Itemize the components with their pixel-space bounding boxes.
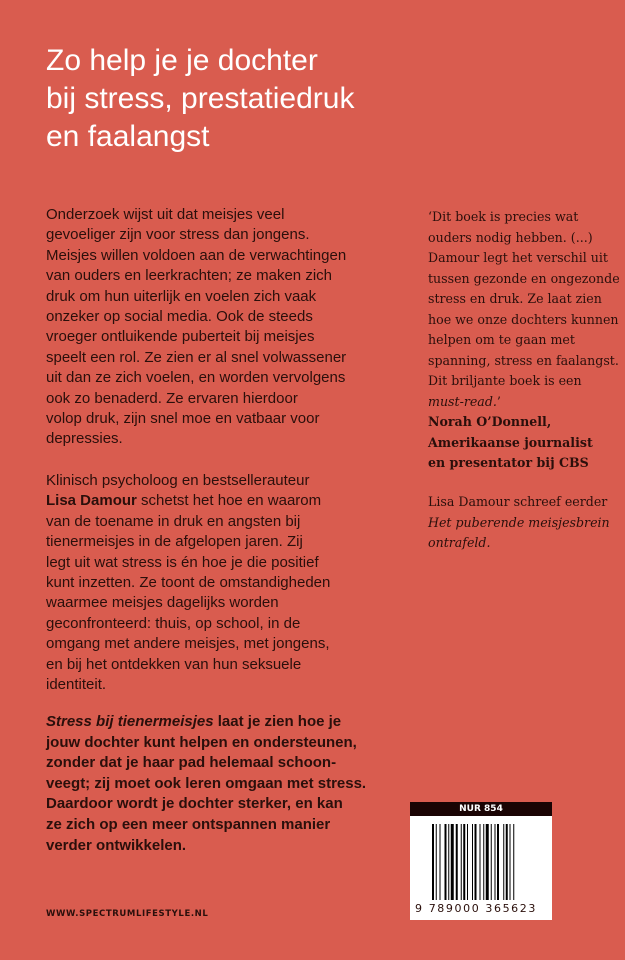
text-line (428, 207, 608, 228)
isbn-number: 9 789000 365623 (415, 902, 547, 916)
text-segment: druk om hun uiterlijk en voelen zich vaak (46, 287, 317, 305)
text-line (46, 225, 386, 245)
text-segment: Amerikaanse journalist (428, 434, 593, 450)
text-line (428, 310, 619, 331)
barcode-bar (467, 824, 468, 900)
text-line (428, 533, 608, 554)
barcode-bar (506, 824, 508, 900)
text-line (46, 512, 386, 532)
text-line (46, 634, 386, 654)
barcode-bar (432, 824, 434, 900)
barcode-bar (436, 824, 437, 900)
headline-line: Zo help je je dochter (46, 44, 318, 77)
text-line (46, 429, 386, 449)
text-line (46, 553, 386, 573)
text-line (46, 307, 386, 327)
text-segment: depressies. (46, 430, 123, 448)
text-segment: geconfronteerd: thuis, op school, in de (46, 614, 301, 632)
barcode-bar (451, 824, 454, 900)
text-segment: ’ (496, 393, 501, 409)
text-segment: spanning, stress en faalangst. (428, 352, 619, 368)
text-segment: legt uit wat stress is én hoe je die positief (46, 553, 319, 571)
barcode-bar (480, 824, 481, 900)
text-segment: Lisa Damour (46, 492, 137, 510)
text-line (46, 753, 386, 774)
text-segment: van ouders en leerkrachten; ze maken zich (46, 267, 332, 285)
barcode-bar (472, 824, 473, 900)
barcode-bar (510, 824, 511, 900)
text-segment: tienermeisjes in de afgelopen jaren. Zij (46, 533, 303, 551)
text-segment: Daardoor wordt je dochter sterker, en kan (46, 795, 343, 813)
text-segment: Meisjes willen voldoen aan de verwachtingen (46, 246, 347, 264)
text-line (46, 794, 386, 815)
text-line (46, 327, 386, 347)
blurb-paragraph-2 (46, 471, 386, 695)
text-segment: schetst het hoe en waarom (136, 492, 322, 510)
barcode-bars (432, 824, 546, 900)
text-segment: gevoeliger zijn voor stress dan jongens. (46, 226, 310, 244)
text-segment: Lisa Damour schreef eerder (428, 494, 608, 509)
text-segment: helpen om te gaan met (428, 332, 575, 347)
text-line (46, 389, 386, 409)
text-line (46, 471, 386, 491)
barcode-bar (448, 824, 449, 900)
text-segment: tussen gezonde en ongezonde (428, 270, 620, 286)
barcode-bar (456, 824, 458, 900)
text-segment: laat je zien hoe je (213, 713, 342, 730)
text-line (46, 712, 386, 733)
barcode-bar (495, 824, 496, 900)
text-segment: zonder dat je haar pad helemaal schoon- (46, 754, 337, 772)
text-line (46, 532, 386, 552)
text-segment: ook zo benaderd. Ze ervaren hierdoor (46, 389, 298, 407)
text-segment: vroeger ontluikende puberteit bij meisjes (46, 328, 315, 346)
text-line (46, 774, 386, 795)
text-segment: onzeker op social media. Ook de steeds (46, 308, 313, 326)
other-books-note (428, 492, 608, 554)
text-line (46, 815, 386, 836)
text-segment: jouw dochter kunt helpen en ondersteunen, (46, 733, 357, 751)
barcode-bar (461, 824, 462, 900)
text-line (46, 287, 386, 307)
text-segment: stress en druk. Ze laat zien (428, 291, 602, 306)
barcode-bar (463, 824, 465, 900)
text-segment: Het puberende meisjesbrein (428, 514, 610, 530)
text-segment: uit dan ze zich voelen, en worden vervolgens (46, 369, 346, 387)
text-line (428, 371, 608, 392)
blurb-paragraph-1 (46, 205, 386, 450)
text-segment: Onderzoek wijst uit dat meisjes veel (46, 206, 285, 223)
text-line (428, 392, 608, 413)
text-line (428, 453, 608, 474)
text-segment: ouders nodig hebben. (...) (428, 229, 593, 245)
barcode-bar (445, 824, 447, 900)
barcode-bar (483, 824, 484, 900)
text-segment: omgang met andere meisjes, met jongens, (46, 635, 330, 653)
text-line (428, 330, 608, 351)
text-line (428, 269, 620, 290)
text-segment: veegt; zij moet ook leren omgaan met stress. (46, 774, 367, 792)
text-line (428, 412, 608, 433)
text-segment: must-read. (428, 393, 497, 409)
barcode-bar (475, 824, 477, 900)
text-line (46, 733, 386, 754)
text-segment: verder ontwikkelen. (46, 836, 187, 854)
text-line (428, 492, 608, 513)
text-line (428, 513, 608, 534)
text-segment: speelt een rol. Ze zien er al snel volwassener (46, 348, 347, 366)
blurb-paragraph-3 (46, 712, 386, 856)
text-segment: volop druk, zijn snel moe en vatbaar voor (46, 410, 320, 428)
barcode-bar (513, 824, 514, 900)
text-line (46, 491, 386, 511)
text-segment: Dit briljante boek is een (428, 373, 582, 388)
text-segment: Damour legt het verschil uit (428, 250, 608, 265)
text-line (46, 205, 386, 225)
nur-code: NUR 854 (410, 802, 552, 816)
barcode-bar (486, 824, 489, 900)
text-line (46, 573, 386, 593)
text-segment: van de toename in druk en angsten bij (46, 512, 301, 530)
text-segment: ze zich op een meer ontspannen manier (46, 815, 331, 833)
headline (46, 42, 354, 156)
headline-line: bij stress, prestatiedruk (46, 82, 355, 115)
text-segment: Stress bij tienermeisjes (46, 713, 214, 730)
review-quote (428, 207, 620, 474)
text-line (46, 368, 386, 388)
text-segment: identiteit. (46, 676, 107, 694)
barcode-bar (440, 824, 441, 900)
barcode-bar (491, 824, 492, 900)
text-segment: ontrafeld. (428, 535, 491, 550)
text-line (428, 228, 608, 249)
text-line (428, 351, 619, 372)
text-line (46, 655, 386, 675)
text-line (46, 266, 386, 286)
text-segment: ‘Dit boek is precies wat (428, 209, 579, 224)
barcode-bar (497, 824, 499, 900)
text-line (428, 433, 608, 454)
text-line (46, 675, 386, 695)
text-line (46, 593, 386, 613)
text-segment: hoe we onze dochters kunnen (428, 311, 619, 327)
text-line (46, 614, 386, 634)
text-line (428, 289, 608, 310)
text-segment: Norah O’Donnell, (428, 414, 552, 429)
text-segment: en presentator bij CBS (428, 455, 589, 470)
text-line (46, 836, 386, 857)
text-segment: Klinisch psycholoog en bestsellerauteur (46, 472, 310, 489)
text-line (46, 409, 386, 429)
text-line (46, 348, 386, 368)
text-line (428, 248, 608, 269)
barcode-bar (503, 824, 504, 900)
text-line (46, 246, 386, 266)
headline-line: en faalangst (46, 120, 210, 153)
barcode-box (410, 802, 552, 920)
text-segment: en bij het ontdekken van hun seksuele (46, 655, 302, 673)
publisher-url[interactable]: WWW.SPECTRUMLIFESTYLE.NL (46, 909, 209, 919)
text-segment: kunt inzetten. Ze toont de omstandigheden (46, 574, 331, 592)
text-segment: waarmee meisjes dagelijks worden (46, 594, 279, 612)
